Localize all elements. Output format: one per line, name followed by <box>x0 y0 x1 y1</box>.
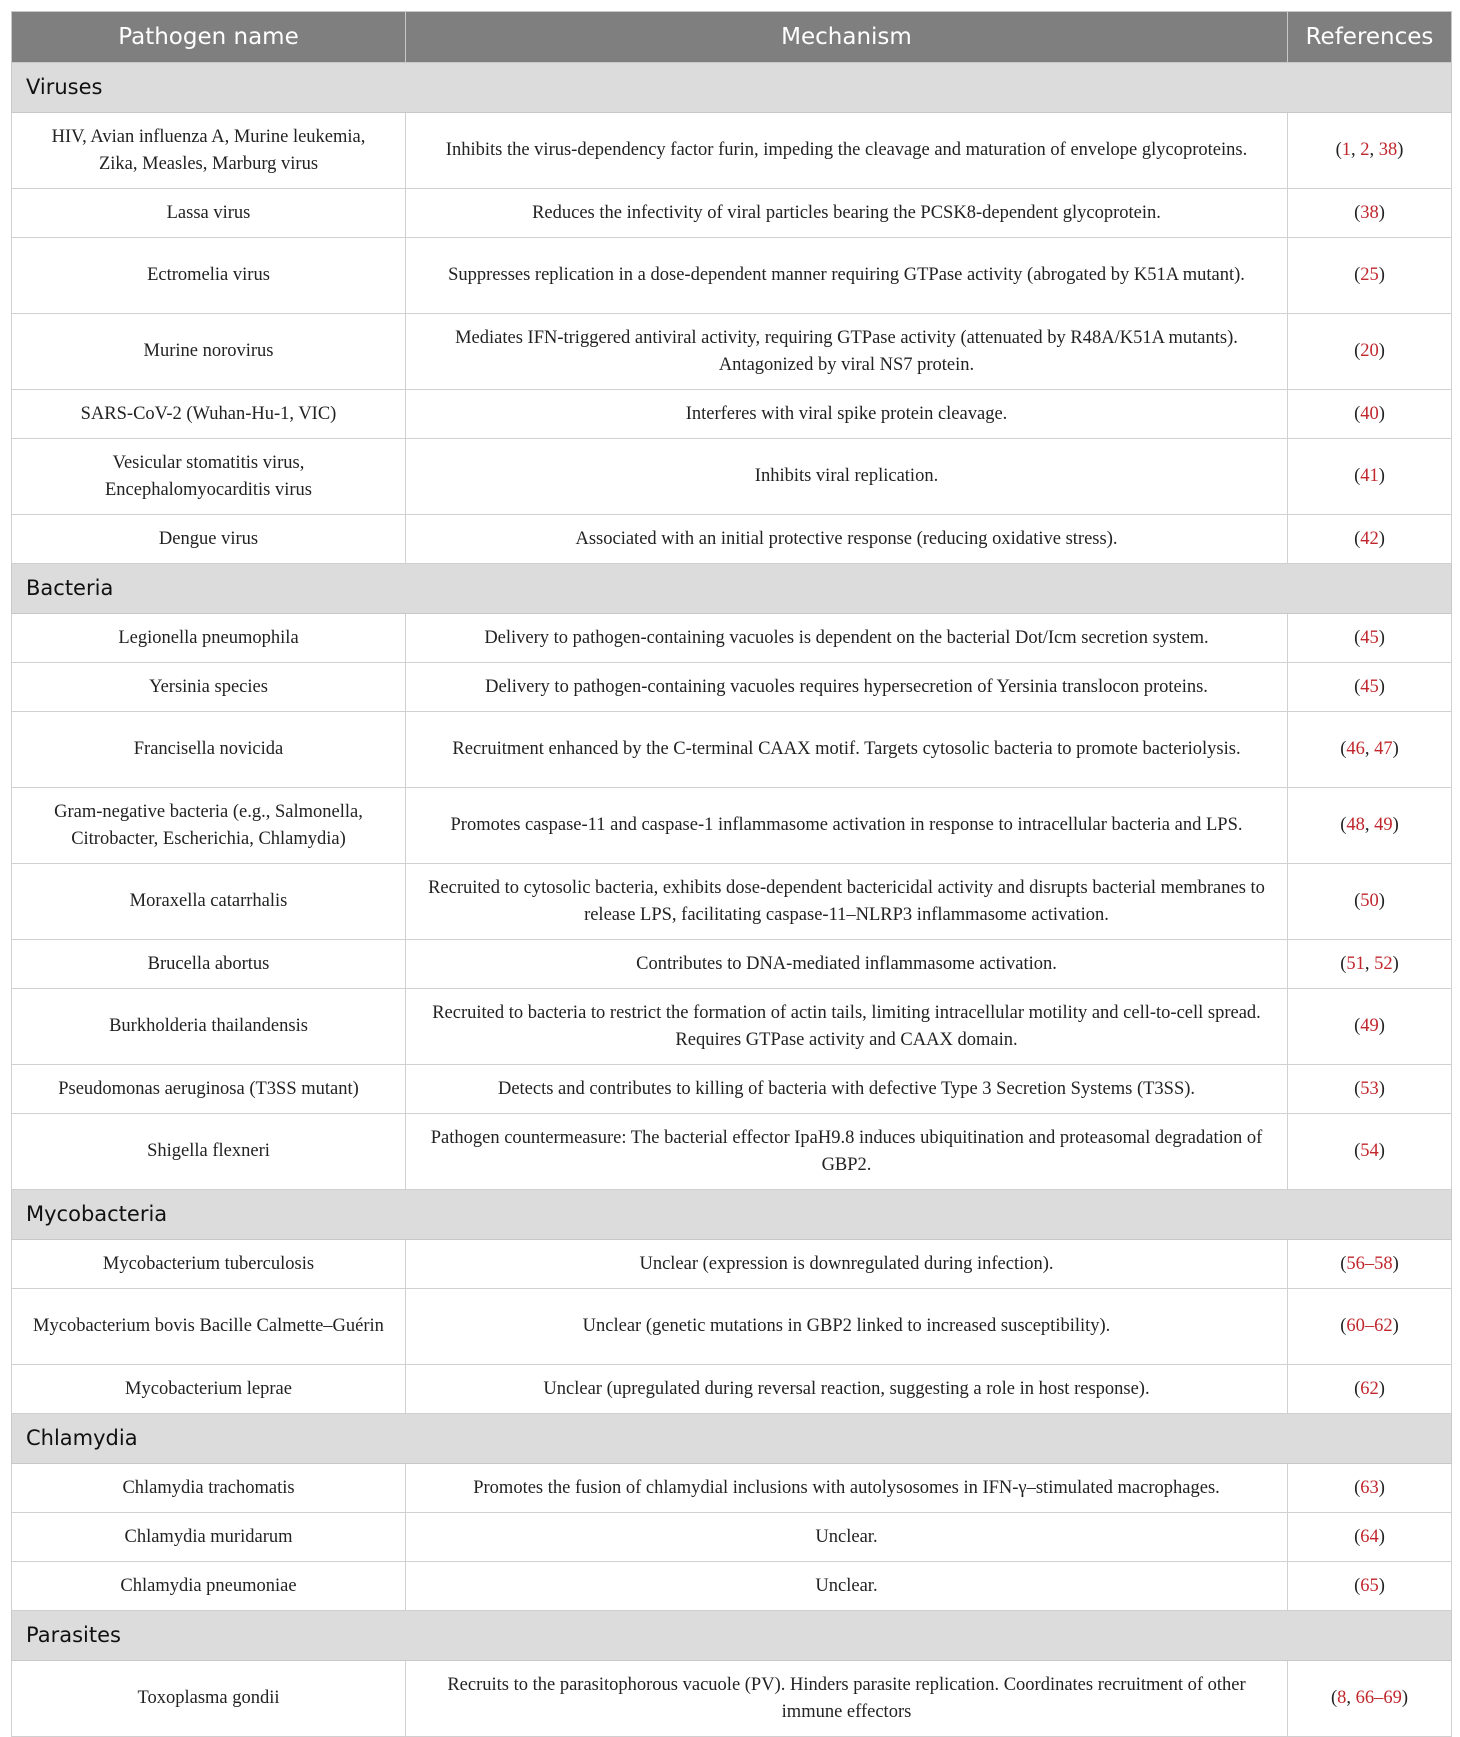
reference-link[interactable]: 1 <box>1341 140 1351 160</box>
reference-link[interactable]: 40 <box>1360 403 1379 424</box>
references-cell: (56–58) <box>1288 1240 1452 1289</box>
mechanism: Detects and contributes to killing of bacteria with defective Type 3 Secretion Systems (T3SS). <box>406 1065 1288 1114</box>
mechanism: Unclear (expression is downregulated during infection). <box>406 1240 1288 1289</box>
table-row <box>12 1661 1452 1737</box>
references-cell: (65) <box>1288 1562 1452 1611</box>
reference-link[interactable]: 50 <box>1360 891 1379 911</box>
pathogen-name: Moraxella catarrhalis <box>12 864 406 940</box>
references-cell: (1, 2, 38) <box>1288 113 1452 189</box>
table-row <box>12 663 1452 712</box>
table-row <box>12 1365 1452 1414</box>
section-title: Chlamydia <box>12 1414 1452 1464</box>
pathogen-name: Chlamydia muridarum <box>12 1513 406 1562</box>
table-row <box>12 989 1452 1065</box>
mechanism: Inhibits the virus-dependency factor furin, impeding the cleavage and maturation of envelope glycoproteins. <box>406 113 1288 189</box>
header-row <box>12 12 1452 63</box>
references-cell: (45) <box>1288 614 1452 663</box>
reference-link[interactable]: 41 <box>1360 466 1379 486</box>
reference-link[interactable]: 62 <box>1360 1378 1379 1399</box>
references-cell: (46, 47) <box>1288 712 1452 788</box>
mechanism: Promotes the fusion of chlamydial inclusions with autolysosomes in IFN-γ–stimulated macrophages. <box>406 1464 1288 1513</box>
table-row <box>12 390 1452 439</box>
pathogen-name: Vesicular stomatitis virus, Encephalomyocarditis virus <box>12 439 406 515</box>
pathogen-name: Mycobacterium tuberculosis <box>12 1240 406 1289</box>
references-cell: (53) <box>1288 1065 1452 1114</box>
header-mechanism: Mechanism <box>406 12 1288 63</box>
pathogen-name: Francisella novicida <box>12 712 406 788</box>
mechanism: Interferes with viral spike protein cleavage. <box>406 390 1288 439</box>
pathogen-name: Pseudomonas aeruginosa (T3SS mutant) <box>12 1065 406 1114</box>
reference-link[interactable]: 20 <box>1360 341 1379 361</box>
reference-link[interactable]: 25 <box>1360 265 1379 285</box>
reference-link[interactable]: 46 <box>1346 739 1365 759</box>
references-cell: (51, 52) <box>1288 940 1452 989</box>
reference-link[interactable]: 2 <box>1360 140 1370 160</box>
pathogen-name: SARS-CoV-2 (Wuhan-Hu-1, VIC) <box>12 390 406 439</box>
table-row <box>12 940 1452 989</box>
pathogen-name: HIV, Avian influenza A, Murine leukemia, Zika, Measles, Marburg virus <box>12 113 406 189</box>
mechanism: Reduces the infectivity of viral particles bearing the PCSK8-dependent glycoprotein. <box>406 189 1288 238</box>
table-row <box>12 614 1452 663</box>
table-row <box>12 712 1452 788</box>
reference-link[interactable]: 38 <box>1360 202 1379 223</box>
mechanism: Unclear. <box>406 1513 1288 1562</box>
mechanism: Unclear (genetic mutations in GBP2 linked to increased susceptibility). <box>406 1289 1288 1365</box>
header-references: References <box>1288 12 1452 63</box>
header-pathogen-name: Pathogen name <box>12 12 406 63</box>
table-row <box>12 1513 1452 1562</box>
references-cell: (60–62) <box>1288 1289 1452 1365</box>
reference-link[interactable]: 64 <box>1360 1526 1379 1547</box>
table-row <box>12 1464 1452 1513</box>
pathogen-name: Burkholderia thailandensis <box>12 989 406 1065</box>
mechanism: Associated with an initial protective response (reducing oxidative stress). <box>406 515 1288 564</box>
reference-link[interactable]: 48 <box>1346 815 1365 835</box>
references-cell: (38) <box>1288 189 1452 238</box>
reference-link[interactable]: 60–62 <box>1346 1316 1393 1336</box>
table-row <box>12 1114 1452 1190</box>
pathogen-name: Chlamydia trachomatis <box>12 1464 406 1513</box>
mechanism: Promotes caspase-11 and caspase-1 inflammasome activation in response to intracellular bacteria and LPS. <box>406 788 1288 864</box>
reference-link[interactable]: 42 <box>1360 528 1379 549</box>
table-row <box>12 238 1452 314</box>
pathogen-name: Gram-negative bacteria (e.g., Salmonella, Citrobacter, Escherichia, Chlamydia) <box>12 788 406 864</box>
reference-link[interactable]: 8 <box>1337 1688 1347 1708</box>
mechanism: Suppresses replication in a dose-dependent manner requiring GTPase activity (abrogated by K51A mutant). <box>406 238 1288 314</box>
section-row <box>12 63 1452 113</box>
section-row <box>12 1611 1452 1661</box>
table-row <box>12 439 1452 515</box>
reference-link[interactable]: 38 <box>1378 140 1398 160</box>
mechanism: Unclear. <box>406 1562 1288 1611</box>
section-title: Viruses <box>12 63 1452 113</box>
mechanism: Recruited to bacteria to restrict the formation of actin tails, limiting intracellular motility and cell-to-cell spread. Requires GTPase activity and CAAX domain. <box>406 989 1288 1065</box>
table-row <box>12 864 1452 940</box>
section-row <box>12 1414 1452 1464</box>
reference-link[interactable]: 65 <box>1360 1575 1379 1596</box>
reference-link[interactable]: 51 <box>1346 953 1365 974</box>
section-row <box>12 1190 1452 1240</box>
pathogen-name: Murine norovirus <box>12 314 406 390</box>
table-row <box>12 788 1452 864</box>
section-row <box>12 564 1452 614</box>
references-cell: (45) <box>1288 663 1452 712</box>
section-title: Parasites <box>12 1611 1452 1661</box>
reference-link[interactable]: 52 <box>1374 953 1393 974</box>
pathogen-name: Mycobacterium bovis Bacille Calmette–Guérin <box>12 1289 406 1365</box>
pathogen-name: Yersinia species <box>12 663 406 712</box>
pathogen-name: Dengue virus <box>12 515 406 564</box>
reference-link[interactable]: 54 <box>1360 1141 1379 1161</box>
references-cell: (49) <box>1288 989 1452 1065</box>
section-title: Mycobacteria <box>12 1190 1452 1240</box>
references-cell: (20) <box>1288 314 1452 390</box>
reference-link[interactable]: 53 <box>1360 1078 1379 1099</box>
table-row <box>12 1240 1452 1289</box>
reference-link[interactable]: 49 <box>1374 815 1393 835</box>
mechanism: Delivery to pathogen-containing vacuoles requires hypersecretion of Yersinia translocon proteins. <box>406 663 1288 712</box>
mechanism: Pathogen countermeasure: The bacterial effector IpaH9.8 induces ubiquitination and proteasomal degradation of GBP2. <box>406 1114 1288 1190</box>
reference-link[interactable]: 45 <box>1360 627 1379 648</box>
mechanism: Mediates IFN-triggered antiviral activity, requiring GTPase activity (attenuated by R48A/K51A mutants). Antagonized by viral NS7 protein. <box>406 314 1288 390</box>
table-row <box>12 314 1452 390</box>
pathogen-name: Ectromelia virus <box>12 238 406 314</box>
references-cell: (42) <box>1288 515 1452 564</box>
pathogen-mechanism-table <box>11 11 1452 1737</box>
mechanism: Recruited to cytosolic bacteria, exhibits dose-dependent bactericidal activity and disrupts bacterial membranes to release LPS, facilitating caspase-11–NLRP3 inflammasome activation. <box>406 864 1288 940</box>
references-cell: (50) <box>1288 864 1452 940</box>
references-cell: (54) <box>1288 1114 1452 1190</box>
references-cell: (64) <box>1288 1513 1452 1562</box>
reference-link[interactable]: 56–58 <box>1346 1253 1393 1274</box>
pathogen-name: Brucella abortus <box>12 940 406 989</box>
table-row <box>12 515 1452 564</box>
references-cell: (40) <box>1288 390 1452 439</box>
table-row <box>12 189 1452 238</box>
reference-link[interactable]: 47 <box>1374 739 1393 759</box>
mechanism: Contributes to DNA-mediated inflammasome activation. <box>406 940 1288 989</box>
references-cell: (62) <box>1288 1365 1452 1414</box>
mechanism: Delivery to pathogen-containing vacuoles is dependent on the bacterial Dot/Icm secretion system. <box>406 614 1288 663</box>
references-cell: (41) <box>1288 439 1452 515</box>
reference-link[interactable]: 63 <box>1360 1477 1379 1498</box>
mechanism: Unclear (upregulated during reversal reaction, suggesting a role in host response). <box>406 1365 1288 1414</box>
reference-link[interactable]: 66–69 <box>1355 1688 1402 1708</box>
mechanism: Recruitment enhanced by the C-terminal CAAX motif. Targets cytosolic bacteria to promote bacteriolysis. <box>406 712 1288 788</box>
mechanism: Recruits to the parasitophorous vacuole (PV). Hinders parasite replication. Coordinates recruitment of other immune effectors <box>406 1661 1288 1737</box>
section-title: Bacteria <box>12 564 1452 614</box>
reference-link[interactable]: 45 <box>1360 676 1379 697</box>
reference-link[interactable]: 49 <box>1360 1016 1379 1036</box>
pathogen-name: Legionella pneumophila <box>12 614 406 663</box>
table-row <box>12 1065 1452 1114</box>
table-row <box>12 1289 1452 1365</box>
pathogen-name: Chlamydia pneumoniae <box>12 1562 406 1611</box>
pathogen-name: Mycobacterium leprae <box>12 1365 406 1414</box>
table-row <box>12 1562 1452 1611</box>
references-cell: (48, 49) <box>1288 788 1452 864</box>
pathogen-name: Toxoplasma gondii <box>12 1661 406 1737</box>
references-cell: (63) <box>1288 1464 1452 1513</box>
references-cell: (25) <box>1288 238 1452 314</box>
references-cell: (8, 66–69) <box>1288 1661 1452 1737</box>
table-row <box>12 113 1452 189</box>
pathogen-name: Shigella flexneri <box>12 1114 406 1190</box>
pathogen-name: Lassa virus <box>12 189 406 238</box>
mechanism: Inhibits viral replication. <box>406 439 1288 515</box>
